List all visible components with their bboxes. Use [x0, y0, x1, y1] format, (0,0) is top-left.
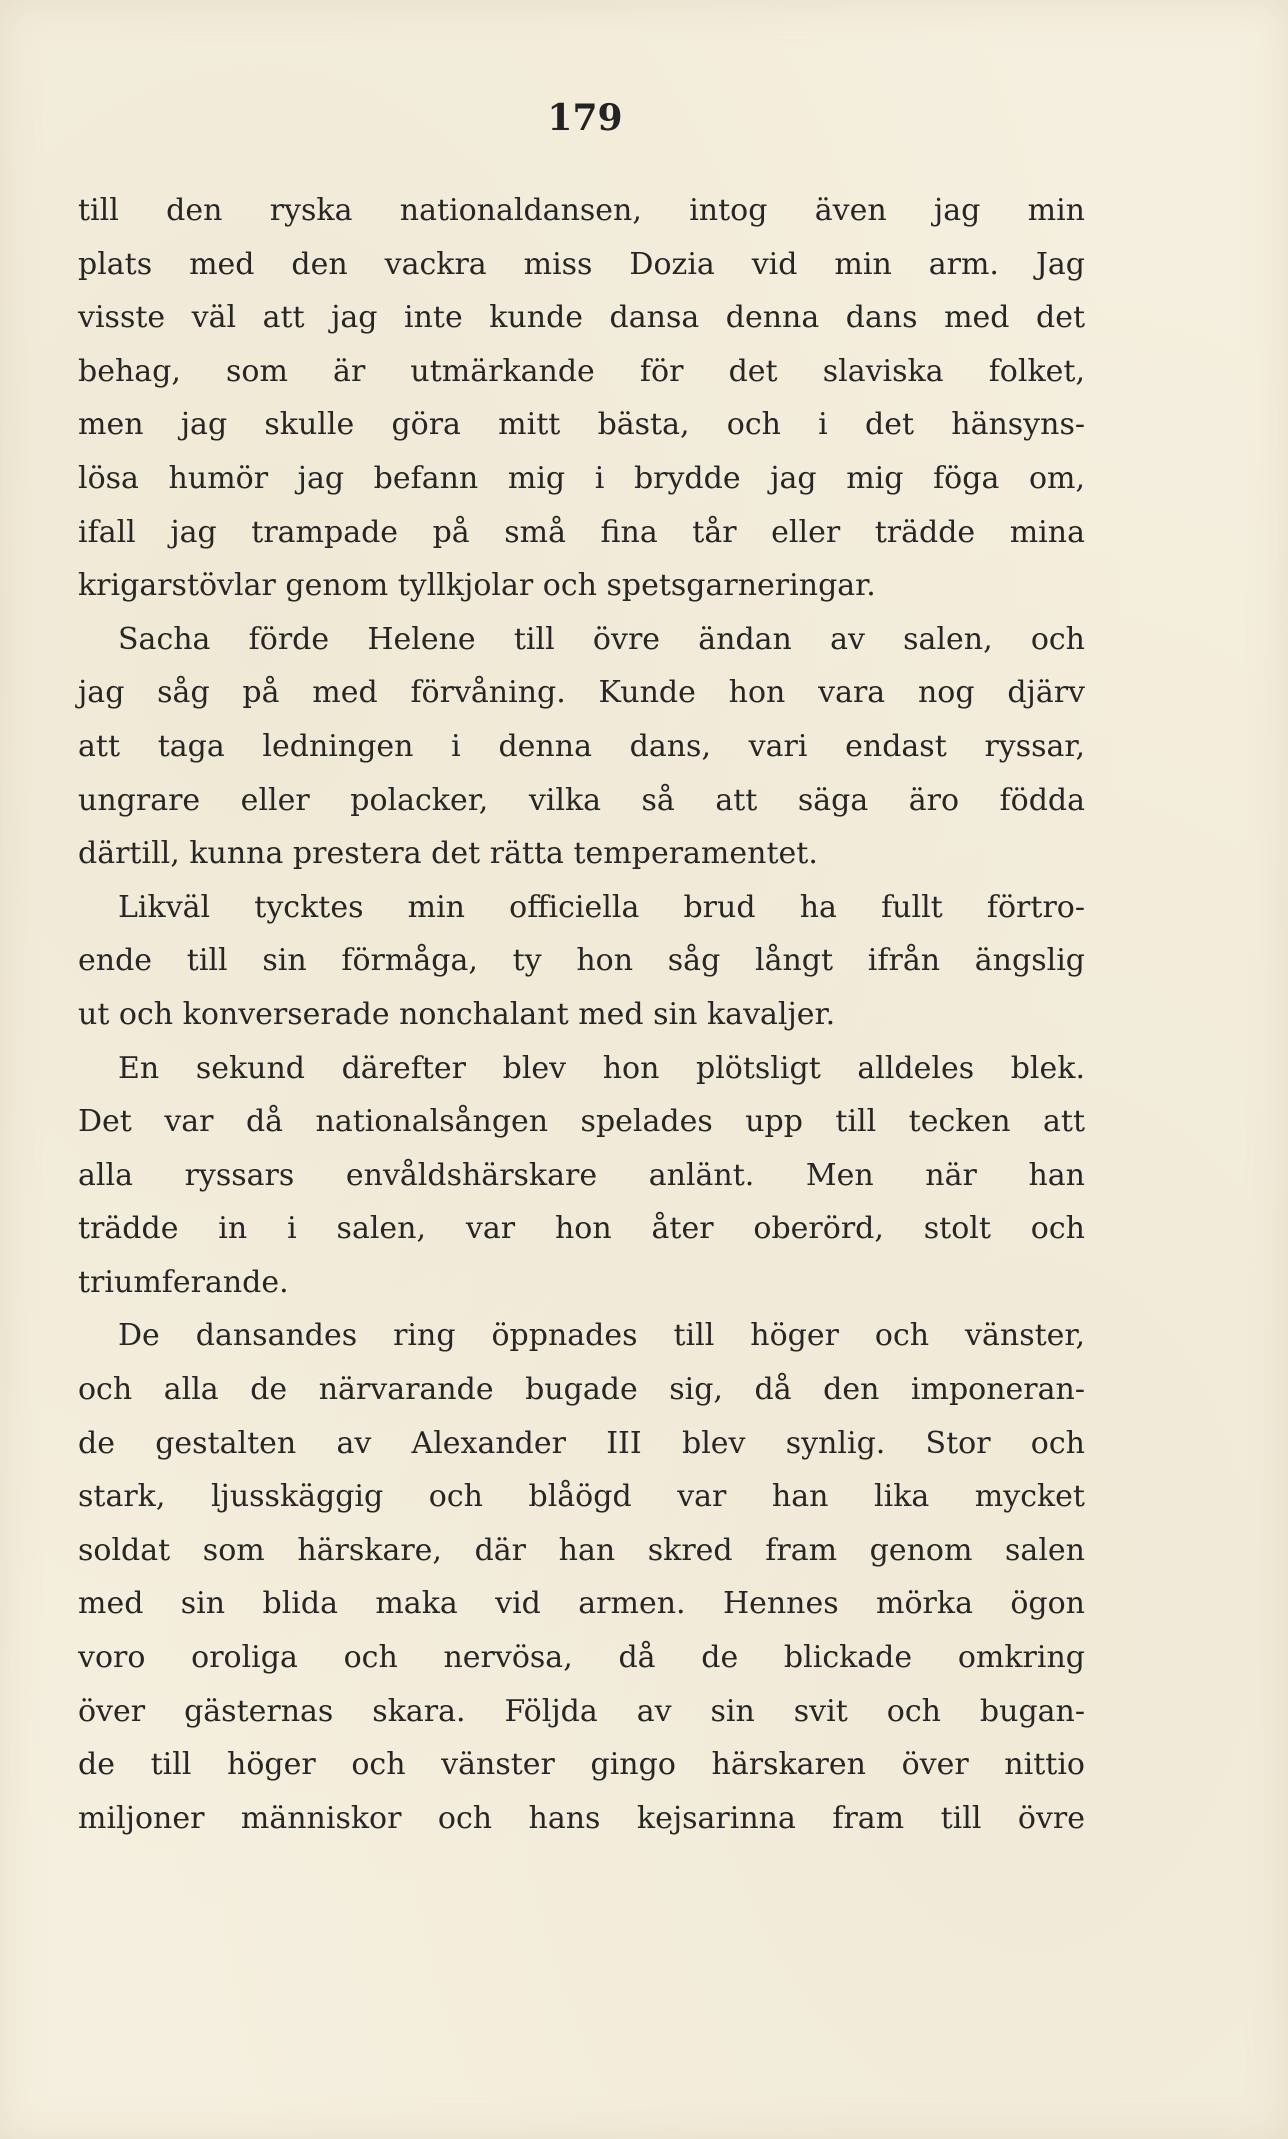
text-line: de gestalten av Alexander III blev synlig. Stor och — [78, 1425, 1085, 1461]
text-line: att taga ledningen i denna dans, vari endast ryssar, — [78, 728, 1085, 764]
text-line: alla ryssars envåldshärskare anlänt. Men när han — [78, 1157, 1085, 1193]
text-line: De dansandes ring öppnades till höger och vänster, — [118, 1318, 1085, 1354]
text-line: triumferande. — [78, 1264, 289, 1300]
text-line: stark, ljusskäggig och blåögd var han lika mycket — [78, 1479, 1085, 1515]
text-line: plats med den vackra miss Dozia vid min arm. Jag — [78, 246, 1085, 282]
text-line: ende till sin förmåga, ty hon såg långt ifrån ängslig — [78, 943, 1085, 979]
text-line: visste väl att jag inte kunde dansa denna dans med det — [78, 300, 1085, 336]
text-line: En sekund därefter blev hon plötsligt alldeles blek. — [118, 1050, 1085, 1086]
text-line: ungrare eller polacker, vilka så att säga äro födda — [78, 782, 1085, 818]
text-line: Det var då nationalsången spelades upp till tecken att — [78, 1104, 1085, 1140]
text-line: jag såg på med förvåning. Kunde hon vara nog djärv — [78, 675, 1085, 711]
text-line: därtill, kunna prestera det rätta temperamentet. — [78, 836, 818, 872]
text-line: soldat som härskare, där han skred fram genom salen — [78, 1532, 1085, 1568]
text-line: behag, som är utmärkande för det slaviska folket, — [78, 353, 1085, 389]
text-line: voro oroliga och nervösa, då de blickade omkring — [78, 1640, 1085, 1676]
text-line: till den ryska nationaldansen, intog även jag min — [78, 193, 1085, 228]
text-line: och alla de närvarande bugade sig, då den imponeran- — [78, 1372, 1085, 1408]
text-line: trädde in i salen, var hon åter oberörd, stolt och — [78, 1211, 1085, 1247]
text-line: Sacha förde Helene till övre ändan av salen, och — [118, 621, 1085, 657]
text-line: Likväl tycktes min officiella brud ha fullt förtro- — [118, 889, 1085, 925]
text-line: med sin blida maka vid armen. Hennes mörka ögon — [78, 1586, 1085, 1622]
text-line: ut och konverserade nonchalant med sin kavaljer. — [78, 996, 836, 1032]
text-line: men jag skulle göra mitt bästa, och i det hänsyns- — [78, 407, 1085, 443]
text-line: ifall jag trampade på små fina tår eller trädde mina — [78, 514, 1085, 550]
body-text — [78, 184, 1085, 1845]
text-line: krigarstövlar genom tyllkjolar och spetsgarneringar. — [78, 568, 876, 604]
text-line: lösa humör jag befann mig i brydde jag mig föga om, — [78, 460, 1085, 496]
text-line: över gästernas skara. Följda av sin svit och bugan- — [78, 1693, 1085, 1729]
page-number: 179 — [547, 97, 623, 139]
text-line: de till höger och vänster gingo härskaren över nittio — [78, 1747, 1085, 1783]
text-line: miljoner människor och hans kejsarinna fram till övre — [78, 1800, 1085, 1836]
